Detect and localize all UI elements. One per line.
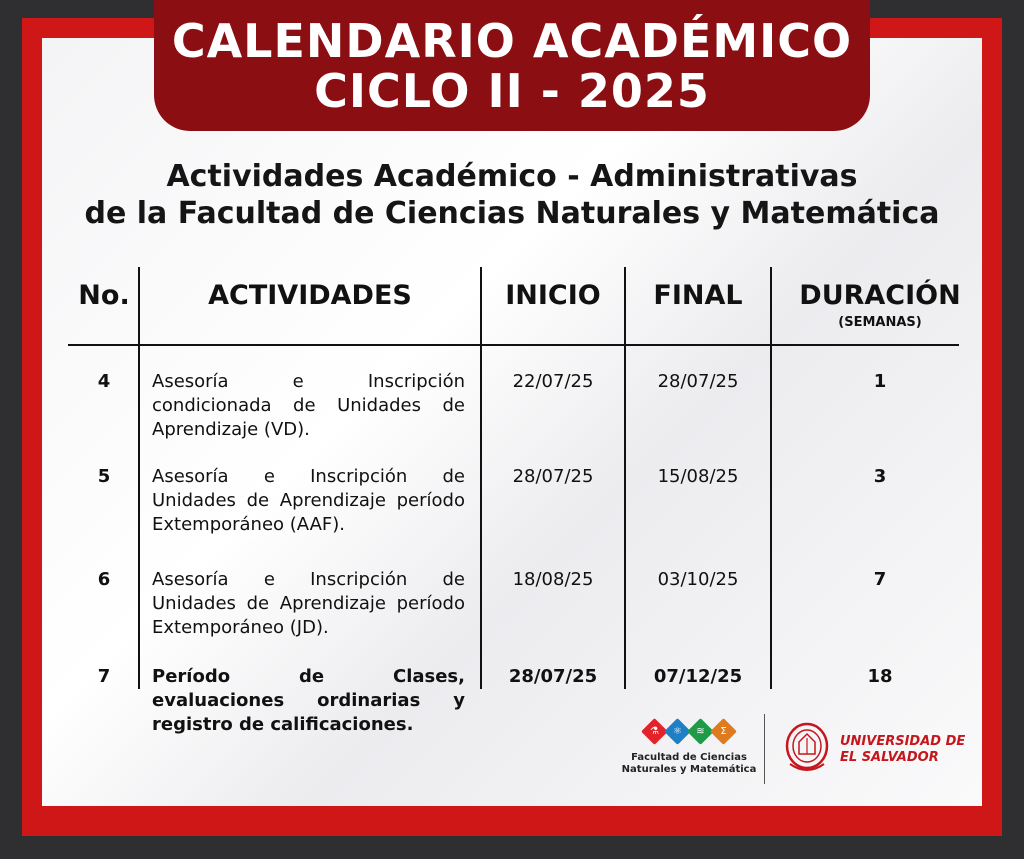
- subtitle-line1: Actividades Académico - Administrativas: [166, 159, 858, 194]
- dna-icon: ≋: [687, 718, 714, 745]
- row-duration: 1: [873, 371, 887, 392]
- faculty-logo: [641, 720, 731, 746]
- row-duration: 18: [867, 666, 893, 687]
- logo-divider: [764, 714, 765, 784]
- atom-icon: ⚛: [664, 718, 691, 745]
- column-divider: [770, 267, 772, 689]
- row-activity: Asesoría e Inscripción de Unidades de Aprendizaje período Extemporáneo (JD).: [152, 569, 465, 638]
- header-inicio: INICIO: [505, 280, 601, 311]
- header-divider: [68, 344, 959, 346]
- row-duration: 3: [873, 466, 887, 487]
- row-number: 5: [97, 466, 111, 487]
- row-start-date: 18/08/25: [512, 569, 594, 590]
- row-activity: Asesoría e Inscripción condicionada de Unidades de Aprendizaje (VD).: [152, 371, 465, 440]
- banner-title-line2: CICLO II - 2025: [314, 64, 710, 118]
- row-start-date: 28/07/25: [512, 466, 594, 487]
- row-number: 4: [97, 371, 111, 392]
- banner-title-line1: CALENDARIO ACADÉMICO: [171, 14, 853, 68]
- header-duracion: DURACIÓN: [799, 280, 961, 311]
- sigma-icon: Σ: [710, 718, 737, 745]
- university-name: [840, 734, 965, 766]
- header-actividades: ACTIVIDADES: [208, 280, 412, 311]
- flask-icon: ⚗: [641, 718, 668, 745]
- footer-logos: [614, 712, 964, 788]
- header-duracion-units: (SEMANAS): [838, 315, 922, 330]
- row-end-date: 15/08/25: [657, 466, 739, 487]
- row-number: 6: [97, 569, 111, 590]
- faculty-name-line2: Naturales y Matemática: [621, 764, 757, 775]
- row-activity: Período de Clases, evaluaciones ordinarias y registro de calificaciones.: [152, 666, 465, 735]
- subtitle-line2: de la Facultad de Ciencias Naturales y Matemática: [84, 196, 940, 231]
- row-duration: 7: [873, 569, 887, 590]
- column-divider: [624, 267, 626, 689]
- row-end-date: 03/10/25: [657, 569, 739, 590]
- university-seal-icon: [784, 720, 830, 776]
- university-name-line2: EL SALVADOR: [840, 750, 939, 765]
- header-final: FINAL: [653, 280, 743, 311]
- row-end-date: 28/07/25: [657, 371, 739, 392]
- row-activity: Asesoría e Inscripción de Unidades de Aprendizaje período Extemporáneo (AAF).: [152, 466, 465, 535]
- row-start-date: 22/07/25: [512, 371, 594, 392]
- header-no: No.: [78, 280, 130, 311]
- column-divider: [480, 267, 482, 689]
- university-name-line1: UNIVERSIDAD DE: [840, 734, 966, 749]
- faculty-name-line1: Facultad de Ciencias: [631, 752, 747, 763]
- faculty-name: [614, 752, 764, 776]
- row-end-date: 07/12/25: [653, 666, 743, 687]
- title-banner: [154, 0, 870, 131]
- row-start-date: 28/07/25: [508, 666, 598, 687]
- row-number: 7: [97, 666, 111, 687]
